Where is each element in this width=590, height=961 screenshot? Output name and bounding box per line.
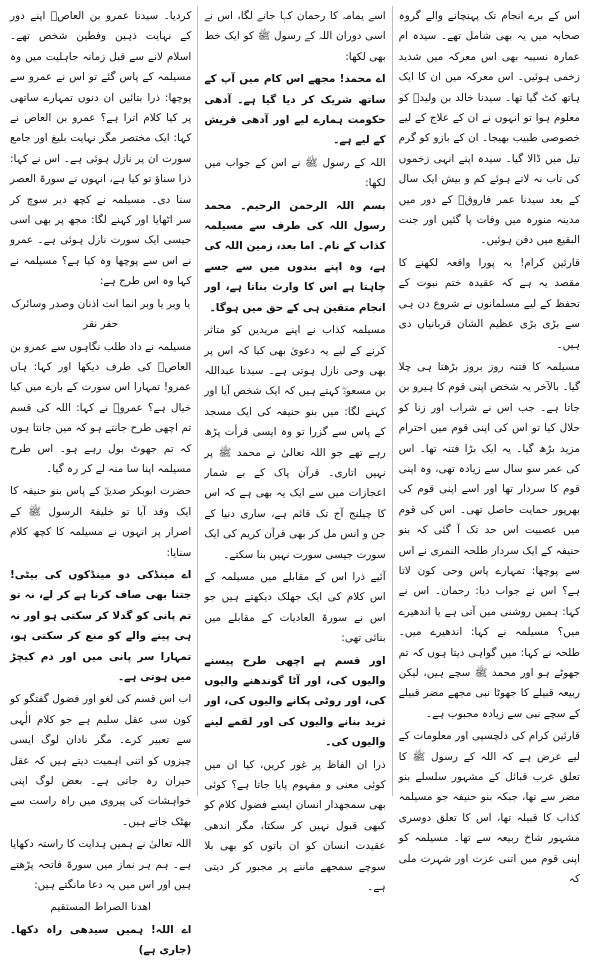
quote: اور قسم ہے اچھی طرح پیسنے والیوں کی، اور آٹا گوندھنے والیوں کی، اور روٹی پکانے والیوں کی، اور ثرید بنانے والیوں کی اور لقمے لینے والیوں کی۔	[204, 654, 386, 749]
quote: اے اللہ! ہمیں سیدھی راہ دکھا۔ (جاری ہے)	[10, 923, 192, 957]
paragraph: مسیلمہ کذاب نے اپنے مریدین کو متاثر کرنے کے لیے یہ دعویٰ بھی کیا کہ اس پر بھی وحی نازل ہوتی ہے۔ سیدنا عبداللہ بن مسعودؓ کہتے ہیں کہ ایک شخص آیا اور کہنے لگا: میں بنو حنیفہ کی ایک مسجد کے پاس سے گزرا تو وہ ایسی قرأت پڑھ رہے تھے جو اللہ تعالیٰ نے محمد ﷺ پر نہیں اتاری۔ قرآن پاک کے بے شمار اعجازات میں سے ایک یہ بھی ہے کہ اس کا چیلنج آج تک قائم ہے، ساری دنیا کے جن و انس مل کر بھی قرآن کریم کی ایک سورت جیسی سورت نہیں بنا سکتے۔	[204, 324, 386, 561]
paragraph: اب اس قسم کی لغو اور فضول گفتگو کو کون سی عقل سلیم ہے جو کلام الٰہی سے تعبیر کرے۔ مگر نادان لوگ ایسی چیزوں کو اتنی اہمیت دیتے ہیں کہ عقل حیران رہ جاتی ہے۔ بعض لوگ اپنی خواہشات کی پیروی میں راہ راست سے بھٹک جاتے ہیں۔	[10, 693, 192, 828]
quote: اے محمد! مجھے اس کام میں آپ کے ساتھ شریک کر دیا گیا ہے۔ آدھی حکومت ہمارے لیے اور آدھی قریش کے لیے ہے۔	[204, 73, 386, 147]
paragraph: اس کے برے انجام تک پہنچانے والے گروہ صحابہ میں یہ بھی شامل تھے۔ سیدہ ام عمارہ نسیبہ بھی اس معرکہ میں شدید زخمی ہوئیں۔ اس معرکہ میں ان کا ایک ہاتھ کٹ گیا تھا۔ سیدنا خالد بن ولیدؓ کو معلوم ہوا تو انہوں نے ان کے علاج کے لیے خصوصی طبیب بھیجا۔ ان کے بازو کو گرم تیل میں ڈالا گیا۔ سیدہ اپنے انہی زخموں کی تاب نہ لاتے ہوئے کم و بیش ایک سال کے بعد سیدنا عمر فاروقؓ کے دور میں مدینہ منورہ میں وفات پا گئیں اور جنت البقیع میں دفن ہوئیں۔	[398, 10, 580, 247]
paragraph: قارئین کرام! یہ پورا واقعہ لکھنے کا مقصد یہ ہے کہ عقیدہ ختم نبوت کے تحفظ کے لیے مسلمانوں نے شروع دن ہی سے بڑی بڑی عظیم الشان قربانیاں دی ہیں۔	[398, 256, 580, 351]
paragraph: ذرا ان الفاظ پر غور کریں، کیا ان میں کوئی معنی و مفہوم پایا جاتا ہے؟ کوئی بھی سمجھدار انسان ایسے فضول کلام کو کبھی قبول نہیں کر سکتا، مگر اندھی عقیدت انسان کو ان باتوں کو بھی بلا سوچے سمجھے ماننے پر مجبور کر دیتی ہے۔	[204, 758, 386, 894]
paragraph: آئیے ذرا اس کے مقابلے میں مسیلمہ کے اس کلام کی ایک جھلک دیکھتے ہیں جو اس نے سورۃ العادیات کے مقابلے میں بنائی تھی:	[204, 570, 386, 645]
quote: اے مینڈکی دو مینڈکوں کی بیٹی! جتنا بھی صاف کرنا ہے کر لے، نہ تو تم پانی کو گدلا کر سکتی ہو اور نہ ہی پینے والے کو منع کر سکتی ہو، تمہارا سر پانی میں اور دم کیچڑ میں ہوتی ہے۔	[10, 568, 192, 683]
arabic-verse: یا وبر یا وبر انما انت اذنان وصدر وسائرک حفر نقر	[11, 297, 191, 331]
paragraph: مسیلمہ نے داد طلب نگاہوں سے عمرو بن العاصؓ کی طرف دیکھا اور کہا: ہاں عمرو! تمہارا اس سورت کے بارے میں کیا خیال ہے؟ عمروؓ نے کہا: اللہ کی قسم تم اچھی طرح جانتے ہو کہ میں جانتا ہوں کہ تم جھوٹ بول رہے ہو۔ اس طرح مسیلمہ اپنا سا منہ لے کر رہ گیا۔	[10, 340, 192, 475]
column-left	[4, 6, 197, 957]
column-middle	[197, 6, 391, 894]
arabic-verse: اهدنا الصراط المستقيم	[50, 901, 151, 914]
paragraph: اللہ تعالیٰ نے ہمیں ہدایت کا راستہ دکھایا ہے۔ ہم ہر نماز میں سورۃ فاتحہ پڑھتے ہیں اور اس میں یہ دعا مانگتے ہیں:	[10, 838, 192, 892]
paragraph: اسے یمامہ کا رحمان کہا جانے لگا، اس نے اسی دوران اللہ کے رسول ﷺ کو ایک خط بھی لکھا:	[204, 10, 386, 63]
paragraph: قارئین کرام کی دلچسپی اور معلومات کے لیے عرض ہے کہ اللہ کے رسول ﷺ کا تعلق عرب قبائل کے مشہور سلسلے بنو مضر سے تھا، جبکہ بنو حنیفہ جو مسیلمہ کذاب کا قبیلہ تھا، اس کا تعلق دوسری مشہور شاخ ربیعہ سے تھا۔ مسیلمہ کو اپنی قوم میں اتنی عزت اور شہرت ملی کہ	[398, 730, 580, 886]
paragraph: اللہ کے رسول ﷺ نے اس کے جواب میں لکھا:	[204, 156, 386, 190]
paragraph: حضرت ابوبکر صدیقؓ کے پاس بنو حنیفہ کا ایک وفد آیا تو خلیفۃ الرسول ﷺ کے اصرار پر انہوں نے مسیلمہ کا کچھ کلام سنایا:	[10, 485, 192, 559]
quote: بسم اللہ الرحمن الرحیم۔ محمد رسول اللہ کی طرف سے مسیلمہ کذاب کے نام۔ اما بعد، زمین اللہ کی ہے، وہ اپنے بندوں میں سے جسے چاہتا ہے اس کا وارث بناتا ہے، اور انجام متقین ہی کے حق میں ہوگا۔	[204, 199, 386, 314]
column-right	[392, 6, 586, 886]
paragraph: کردیا۔ سیدنا عمرو بن العاصؓ اپنے دور کے نہایت ذہین وفطین شخص تھے۔ اسلام لانے سے قبل زمانہ جاہلیت میں وہ مسیلمہ کے پاس گئے تو اس نے عمرو سے پوچھا: ذرا بتائیں ان دنوں تمہارے ساتھی پر کیا کلام اترا ہے؟ عمرو بن العاص نے کہا: ایک مختصر مگر نہایت بلیغ اور جامع سورت ان پر نازل ہوئی ہے۔ اس نے کہا: ذرا سناؤ تو کیا ہے، انہوں نے سورۃ العصر سنا دی۔ مسیلمہ نے کچھ دیر سوچ کر سر اٹھایا اور کہنے لگا: مجھ پر بھی اسی جیسی ایک سورت نازل ہوئی ہے۔ عمرو نے اس سے پوچھا وہ کیا ہے؟ مسیلمہ نے کہا وہ اس طرح ہے:	[10, 10, 192, 288]
paragraph: مسیلمہ کا فتنہ روز بروز بڑھتا ہی چلا گیا۔ بالآخر یہ شخص اپنی قوم کا ہیرو بن جاتا ہے۔ جب اس نے شراب اور زنا کو حلال کیا تو اس کی اپنی قوم میں احترام مزید بڑھ گیا۔ یہ ایک بڑا فتنہ تھا۔ اس کی عمر سو سال سے زیادہ تھی، وہ اپنی قوم کا سردار تھا اور اسے اپنی قوم کی بھرپور حمایت حاصل تھی۔ اس کی قوم میں عصبیت اس حد تک آ گئی کہ بنو حنیفہ کے ایک سردار طلحہ النمری نے اس سے پوچھا: تمہارے پاس وحی کون لاتا ہے؟ اس نے جواب دیا: رحمان۔ اس نے کہا: ہمیں روشنی میں آتی ہے یا اندھیرے میں؟ مسیلمہ نے کہا: اندھیرے میں۔ طلحہ نے کہا: میں گواہی دیتا ہوں کہ تم جھوٹے ہو اور محمد ﷺ سچے ہیں، لیکن ربیعہ قبیلے کا جھوٹا نبی مجھے مضر قبیلے کے سچے نبی سے زیادہ محبوب ہے۔	[398, 360, 580, 720]
